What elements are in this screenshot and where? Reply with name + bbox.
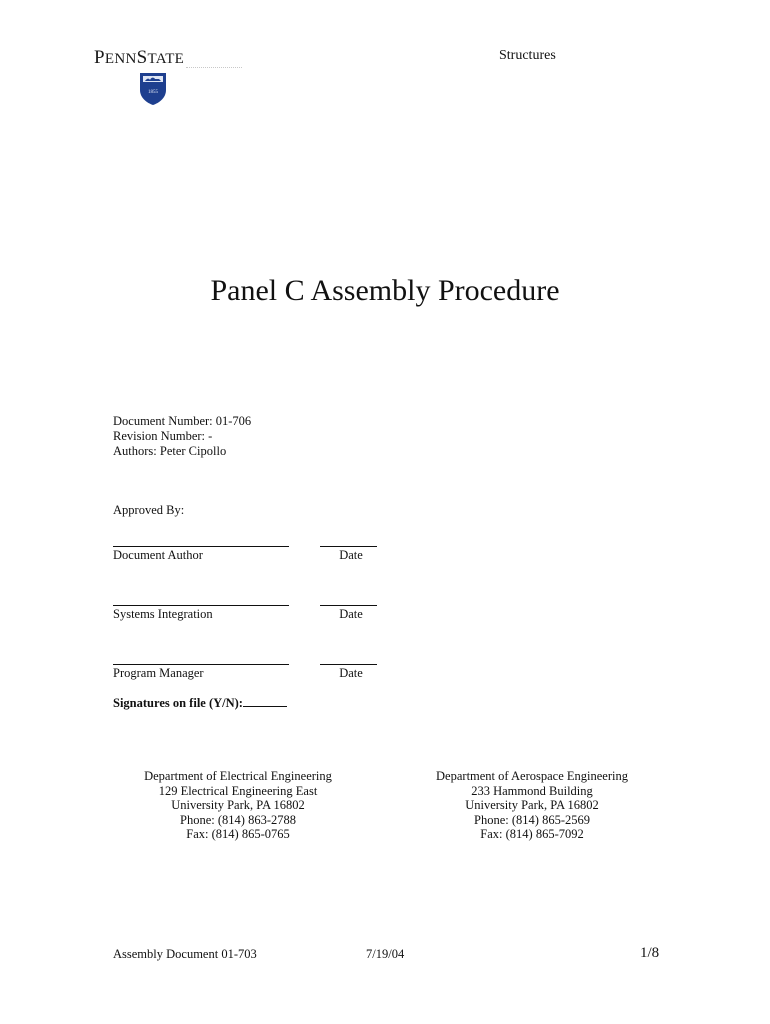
- department-block-ee: [138, 769, 338, 842]
- department-fax: Fax: (814) 865-7092: [480, 827, 584, 842]
- signature-line-author: [113, 546, 289, 547]
- logo-letter-p: P: [94, 47, 105, 68]
- department-building: 129 Electrical Engineering East: [158, 783, 318, 798]
- signatures-on-file-blank: [243, 695, 287, 707]
- date-line-systems: [320, 605, 377, 606]
- department-city: University Park, PA 16802: [465, 798, 599, 813]
- date-line-program-manager: [320, 664, 377, 665]
- approved-by-heading: Approved By:: [113, 503, 185, 517]
- signature-line-program-manager: [113, 664, 289, 665]
- signatures-on-file: [113, 695, 287, 711]
- date-line-author: [320, 546, 377, 547]
- signature-line-systems: [113, 605, 289, 606]
- signature-role-systems: Systems Integration: [113, 607, 213, 621]
- signature-role-program-manager: Program Manager: [113, 666, 204, 680]
- logo-letters-tate: TATE: [147, 51, 185, 67]
- header-section-label: Structures: [499, 48, 556, 63]
- department-name: Department of Electrical Engineering: [144, 769, 332, 783]
- footer-date: 7/19/04: [366, 947, 405, 961]
- department-fax: Fax: (814) 865-0765: [186, 827, 290, 842]
- signature-role-author: Document Author: [113, 548, 203, 562]
- logo-divider: [186, 67, 242, 68]
- logo-letters-enn: ENN: [104, 51, 137, 67]
- department-city: University Park, PA 16802: [171, 798, 305, 813]
- footer-page-number: 1/8: [640, 945, 660, 961]
- department-phone: Phone: (814) 863-2788: [180, 812, 296, 827]
- department-block-aero: [422, 769, 642, 842]
- footer-document-id: Assembly Document 01-703: [113, 947, 257, 961]
- document-number: Document Number: 01-706: [113, 414, 252, 428]
- date-label-program-manager: Date: [339, 666, 363, 680]
- revision-number: Revision Number: -: [113, 429, 213, 443]
- logo-letter-s: S: [136, 47, 148, 68]
- penn-state-wordmark: [94, 46, 184, 71]
- authors: Authors: Peter Cipollo: [113, 444, 227, 458]
- penn-state-shield-icon: [139, 72, 167, 106]
- date-label-systems: Date: [339, 607, 363, 621]
- signatures-on-file-label: Signatures on file (Y/N):: [113, 696, 243, 710]
- department-phone: Phone: (814) 865-2569: [474, 812, 590, 827]
- document-title: Panel C Assembly Procedure: [210, 274, 560, 307]
- department-name: Department of Aerospace Engineering: [436, 769, 628, 783]
- department-building: 233 Hammond Building: [471, 783, 593, 798]
- date-label-author: Date: [339, 548, 363, 562]
- shield-year-text: 1855: [148, 90, 158, 95]
